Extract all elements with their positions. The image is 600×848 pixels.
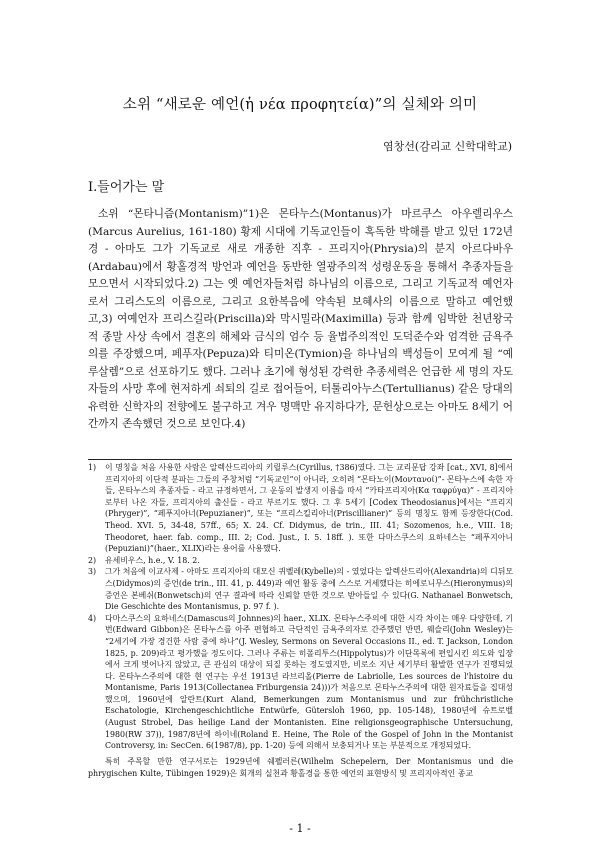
- footnote-text: 유세비우스, h.e., V. 18. 2.: [105, 555, 200, 565]
- page-number: - 1 -: [289, 822, 311, 835]
- footnote: [88, 555, 513, 567]
- author-affiliation: 염창선(감리교 신학대학교): [383, 140, 512, 153]
- footnote-divider: [88, 459, 512, 460]
- footnote-text: 다마스쿠스의 요하네스(Damascus의 Johnnes)의 haer., XLIX. 몬타누스주의에 대한 시각 차이는 매우 다양한데, 기번(Edward Gibbon)은 몬타누스를 아주 편협하고 극단적인 금욕주의자로 간주했던 반면, 웨슬리(John Wesley)는 “2세기에 가장 경건한 사람 중에 하나”(J. Wesley, Sermons on Several Occasions II., ed. T. Jackson, London 1825, p. 209)라고 평가했을 정도이다. 그러나 주류는 히폴리투스(Hippolytus)가 이단목록에 편입시킨 의도와 입장에서 크게 벗어나지 않았고, 큰 관심의 대상이 되질 못하는 정도였지만, 비로소 지난 세기부터 활발한 연구가 진행되었다. 몬타누스주의에 대한 현 연구는 우선 1913년 라브리올(Pierre de Labriolle, Les sources de l'histoire du Montanisme, Paris 1913(Collectanea Friburgensia 24)))가 처음으로 몬타누스주의에 대한 원자료들을 집대성했으며, 1960년에 알란트(Kurt Aland, Bemerkungen zum Montanismus und zur frühchristliche Eschatologie, Kirchengeschichtliche Entwürfe, Gütersloh 1960, pp. 105-148), 1980년에 슈트로벨(August Strobel, Das heilige Land der Montanisten. Eine religionsgeographische Untersuchung, 1980(RW 37)), 1987/8년에 하이네(Roland E. Heine, The Role of the Gospel of John in the Montanist Controversy, in: SecCen. 6(1987/8), pp. 1-20) 등에 의해서 보충되거나 또는 부분적으로 개정되었다.: [105, 613, 513, 751]
- paper-title: 소위 “새로운 예언(ἡ νέα προφητεία)”의 실체와 의미: [122, 97, 478, 113]
- footnote: [88, 462, 513, 555]
- footnote-continuation: 특히 주목할 만한 연구서로는 1929년에 쉐펠러른(Wilhelm Schepelern, Der Montanismus und die phrygischen Kulte, Tübingen 1929)은 회개의 실천과 황홀경을 통한 예언의 표현방식 및 프리지아적인 종교: [88, 757, 513, 778]
- footnote: [88, 613, 513, 752]
- footnote-number: 4): [88, 613, 97, 623]
- footnote-list: [88, 462, 513, 752]
- footnote-number: 2): [88, 555, 97, 565]
- footnote: [88, 566, 513, 612]
- section-heading: Ⅰ.들어가는 말: [88, 180, 165, 195]
- footnote-text: 그가 처음에 이교사제 - 아마도 프리지아의 대모신 퀴벨레(Kybelle)의 - 였었다는 알렉산드리아(Alexandria)의 디뒤모스(Didymos)의 증언(de trin., III. 41, p. 449)과 예언 활동 중에 스스로 거세했다는 히에로니무스(Hieronymus)의 증언은 본베쉬(Bonwetsch)의 연구 결과에 따라 신뢰할 만한 것으로 받아들일 수 있다(G. Nathanael Bonwetsch, Die Geschichte des Montanismus, p. 97 f. ).: [105, 567, 513, 612]
- footnote-text: 이 명칭을 처음 사용한 사람은 알렉산드리아의 키릴루스(Cyrillus, †386)였다. 그는 교리문답 강좌 [cat., XVI, 8]에서 프리지아의 이단적 분파는 그들의 주창처럼 “기독교인”이 아니라, 오히려 “몬타노이(Μοντανοί)”- 몬타누스에 속한 자들, 몬타누스의 추종자들 - 라고 규정하면서, 그 운동의 발생지 이름을 따서 “카타프리지아(Κα ταφρύγα)” - 프리지아로부터 나온 자들, 프리지아의 출신들 - 라고 부르기도 했다. 그 후 5세기 [Codex Theodosianus]에서는 “프리지(Phryger)”, “페푸지아너(Pepuzianer)”, 또는 “프리스킬리아너(Priscillianer)” 등의 명칭도 함께 등장한다(Cod. Theod. XVI. 5, 34-48, 57ff., 65; X. 24. Cf. Didymus, de trin., III. 41; Sozomenos, h.e., VIII. 18; Theodoret, haer. fab. comp., III. 2; Cod. Just., I. 5. 18ff. ). 또한 다마스쿠스의 요하네스는 “페푸지아니(Pepuziani)”(haer., XLIX)라는 용어를 사용했다.: [105, 463, 513, 554]
- footnote-number: 3): [88, 567, 97, 577]
- footnote-number: 1): [88, 463, 97, 472]
- body-paragraph: 소위 “몬타니즘(Montanism)”1)은 몬타누스(Montanus)가 마르쿠스 아우렐리우스(Marcus Aurelius, 161-180) 황제 시대에 기독교인들이 혹독한 박해를 받고 있던 172년경 - 아마도 그가 기독교로 새로 개종한 직후 - 프리지아(Phrysia)의 분지 아르다바우(Ardabau)에서 황홀경적 방언과 예언을 동반한 열광주의적 성령운동을 통해서 추종자들을 모으면서 시작되었다.2) 그는 옛 예언자들처럼 하나님의 이름으로, 그리고 기독교적 예언자로서 그리스도의 이름으로, 그리고 요한복음에 약속된 보혜사의 이름으로 말하고 예언했고,3) 여예언자 프리스길라(Priscilla)와 막시밀라(Maximilla) 등과 함께 임박한 천년왕국적 종말 사상 속에서 결혼의 해체와 금식의 엄수 등 율법주의적인 도덕준수와 엄격한 금욕주의를 주장했으며, 페푸자(Pepuza)와 티미온(Tymion)을 하나님의 백성들이 모여게 될 “예루살렘”으로 선포하기도 했다. 그러나 초기에 형성된 강력한 추종세력은 언급한 세 명의 자도자들의 사망 후에 현저하게 쇠퇴의 길로 접어들어, 터툴리아누스(Tertullianus) 같은 당대의 유력한 신학자의 전향에도 불구하고 겨우 명맥만 유지하다가, 문헌상으로는 아마도 8세기 어간까지 존속했던 것으로 보인다.4): [88, 208, 513, 430]
